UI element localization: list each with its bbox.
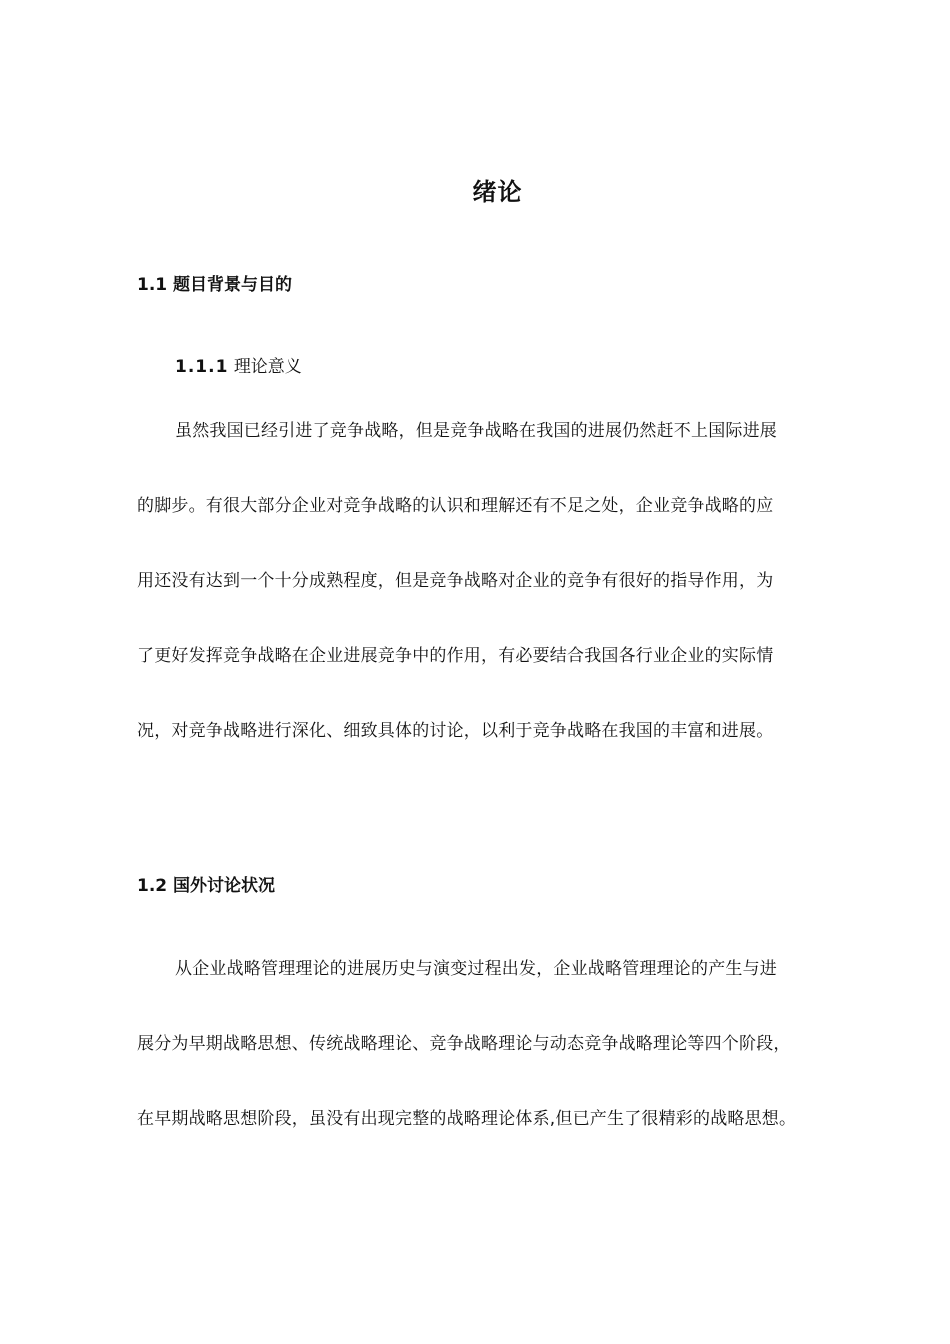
paragraph-line: 在早期战略思想阶段，虽没有出现完整的战略理论体系,但已产生了很精彩的战略思想。 xyxy=(137,1109,797,1129)
document-title: 绪论 xyxy=(472,178,523,206)
subsection-heading-1-1-1 xyxy=(175,352,302,377)
paragraph-line: 了更好发挥竞争战略在企业进展竞争中的作用，有必要结合我国各行业企业的实际情 xyxy=(137,646,774,666)
subsection-number: 1.1.1 xyxy=(175,357,229,377)
section-heading-1-2: 1.2 国外讨论状况 xyxy=(137,876,276,896)
paragraph-line: 用还没有达到一个十分成熟程度，但是竞争战略对企业的竞争有很好的指导作用，为 xyxy=(137,571,774,591)
paragraph-line: 从企业战略管理理论的进展历史与演变过程出发，企业战略管理理论的产生与进 xyxy=(175,959,777,979)
paragraph-line: 展分为早期战略思想、传统战略理论、竞争战略理论与动态竞争战略理论等四个阶段， xyxy=(137,1034,791,1054)
subsection-title: 理论意义 xyxy=(233,357,302,377)
paragraph-line: 况，对竞争战略进行深化、细致具体的讨论，以利于竞争战略在我国的丰富和进展。 xyxy=(137,721,774,741)
paragraph-line: 的脚步。有很大部分企业对竞争战略的认识和理解还有不足之处，企业竞争战略的应 xyxy=(137,496,774,516)
section-heading-1-1: 1.1 题目背景与目的 xyxy=(137,275,293,295)
paragraph-line: 虽然我国已经引进了竞争战略，但是竞争战略在我国的进展仍然赶不上国际进展 xyxy=(175,421,777,441)
